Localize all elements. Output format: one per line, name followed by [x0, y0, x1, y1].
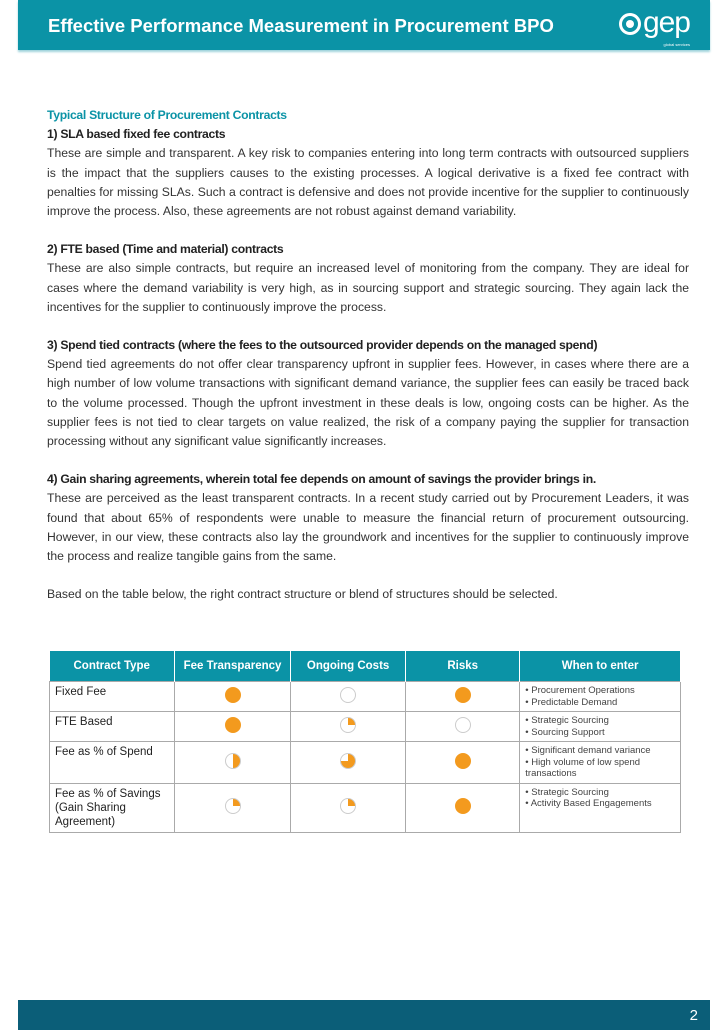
when-to-enter-item: • Significant demand variance — [525, 745, 651, 756]
logo-tagline: global services — [663, 42, 690, 47]
closing-text: Based on the table below, the right contract structure or blend of structures should be selected. — [47, 587, 558, 602]
harvey-ball-icon — [225, 798, 241, 814]
harvey-ball-icon — [455, 717, 471, 733]
harvey-ball-icon — [225, 687, 241, 703]
section-title: Typical Structure of Procurement Contracts — [47, 108, 287, 122]
contract-heading: 4) Gain sharing agreements, wherein total fee depends on amount of savings the provider brings in. — [47, 472, 596, 487]
contract-description: These are also simple contracts, but require an increased level of monitoring from the company. They are ideal for cases where the demand variability is very high, as in sourcing support and strategic sourcing. They again lack the incentives for the supplier to continuously improve the process. — [47, 261, 689, 314]
contract-description: These are simple and transparent. A key risk to companies entering into long term contracts with outsourced suppliers is the impact that the suppliers causes to the existing processes. A logical derivative is a fixed fee contract with penalties for missing SLAs. Such a contract is defensive and does not provide incentive for the supplier to continuously improve the process. Also, these agreements are not robust against demand variability. — [47, 146, 689, 219]
when-to-enter-item: • High volume of low spend transactions — [525, 756, 641, 779]
table-row — [50, 783, 681, 832]
when-to-enter-item: • Strategic Sourcing — [525, 786, 609, 798]
contract-heading: 2) FTE based (Time and material) contracts — [47, 242, 284, 257]
page-title: Effective Performance Measurement in Procurement BPO — [48, 15, 554, 36]
harvey-ball-icon — [455, 687, 471, 703]
contract-heading: 3) Spend tied contracts (where the fees to the outsourced provider depends on the managed spend) — [47, 338, 598, 353]
gep-logo — [619, 6, 690, 47]
swirl-icon — [619, 13, 641, 35]
when-to-enter-item: • Sourcing Support — [525, 726, 605, 738]
when-to-enter-item: • Strategic Sourcing — [525, 715, 609, 726]
contract-description: Spend tied agreements do not offer clear transparency upfront in supplier fees. However, in cases where there are a high number of low volume transactions with significant demand variance, the supplier fees can easily be traced back to the volume processed. Though the upfront investment in these deals is low, ongoing costs can be higher. As the supplier fees is not tied to clear targets on value realized, the risk of a company paying the supplier for transaction processing without any significant value significantly increases. — [47, 357, 689, 449]
contract-comparison-table — [49, 651, 681, 833]
header-bar — [18, 0, 710, 50]
table-row — [50, 742, 681, 784]
footer-bar — [18, 1000, 710, 1030]
harvey-ball-icon — [340, 753, 356, 769]
contract-type: FTE Based — [50, 712, 175, 742]
harvey-ball-icon — [455, 753, 471, 769]
body-content — [47, 106, 689, 604]
contract-description: These are perceived as the least transparent contracts. In a recent study carried out by Procurement Leaders, it was found that about 65% of respondents were unable to measure the financial return of procurement outsourcing. However, in our view, these contracts also lay the groundwork and incentives for the supplier to continuously improve the process and realize tangible gains from the same. — [47, 491, 689, 564]
column-header: Risks — [406, 651, 520, 682]
when-to-enter-item: • Procurement Operations — [525, 685, 635, 696]
contract-heading: 1) SLA based fixed fee contracts — [47, 127, 226, 142]
when-to-enter-item: • Predictable Demand — [525, 696, 618, 708]
column-header: Contract Type — [50, 651, 175, 682]
when-to-enter-item: • Activity Based Engagements — [525, 798, 652, 809]
contract-type: Fee as % of Savings (Gain Sharing Agreement) — [50, 783, 175, 832]
column-header: When to enter — [520, 651, 681, 682]
harvey-ball-icon — [340, 687, 356, 703]
harvey-ball-icon — [225, 717, 241, 733]
harvey-ball-icon — [340, 798, 356, 814]
contract-type: Fee as % of Spend — [50, 742, 175, 784]
table-row — [50, 682, 681, 712]
logo-text: gep — [642, 6, 690, 39]
page-number: 2 — [689, 1007, 698, 1024]
harvey-ball-icon — [225, 753, 241, 769]
harvey-ball-icon — [340, 717, 356, 733]
column-header: Ongoing Costs — [291, 651, 406, 682]
column-header: Fee Transparency — [174, 651, 290, 682]
contract-type: Fixed Fee — [50, 682, 175, 712]
harvey-ball-icon — [455, 798, 471, 814]
table-row — [50, 712, 681, 742]
